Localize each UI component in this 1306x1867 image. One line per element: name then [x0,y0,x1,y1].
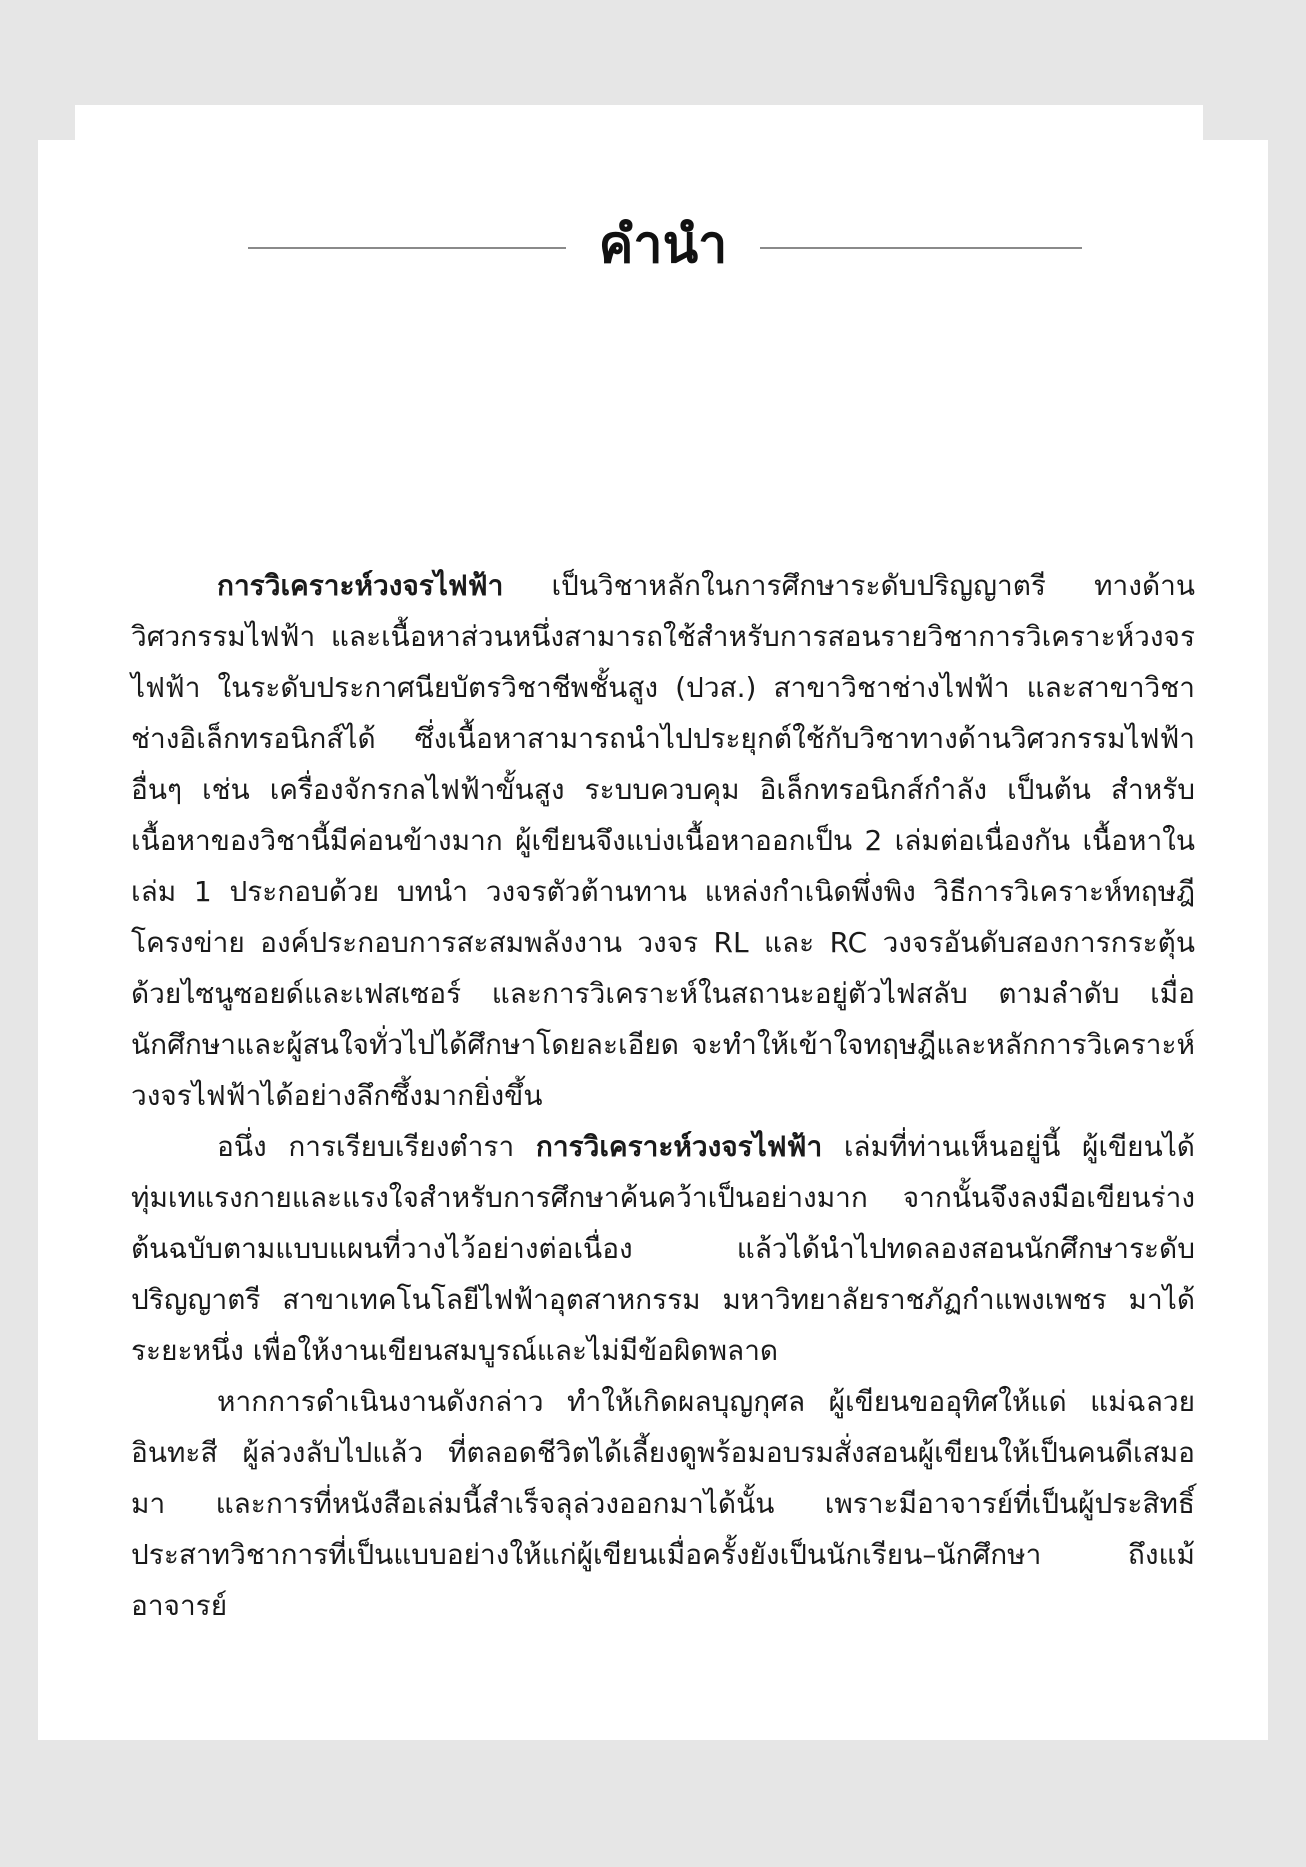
paragraph-text: เล่มที่ท่านเห็นอยู่นี้ ผู้เขียนได้ทุ่มเทแรงกายและแรงใจสำหรับการศึกษาค้นคว้าเป็นอย่างมาก จากนั้นจึงลงมือเขียนร่างต้นฉบับตามแบบแผนที่วางไว้อย่างต่อเนื่อง แล้วได้นำไปทดลองสอนนักศึกษาระดับปริญญาตรี สาขาเทคโนโลยีไฟฟ้าอุตสาหกรรม มหาวิทยาลัยราชภัฏกำแพงเพชร มาได้ระยะหนึ่ง เพื่อให้งานเขียนสมบูรณ์และไม่มีข้อผิดพลาด [131,1130,1195,1367]
body-text [131,560,1195,1631]
bold-phrase: การวิเคราะห์วงจรไฟฟ้า [535,1130,823,1163]
title-rule-left [248,247,566,249]
paragraph-lead: อนึ่ง การเรียบเรียงตำรา [217,1130,536,1163]
paragraph-1 [131,560,1195,1121]
page-top-edge [75,105,1203,165]
paragraph-text: หากการดำเนินงานดังกล่าว ทำให้เกิดผลบุญกุศล ผู้เขียนขออุทิศให้แด่ แม่ฉลวย อินทะสี ผู้ล่วงลับไปแล้ว ที่ตลอดชีวิตได้เลี้ยงดูพร้อมอบรมสั่งสอนผู้เขียนให้เป็นคนดีเสมอมา และการที่หนังสือเล่มนี้สำเร็จลุล่วงออกมาได้นั้น เพราะมีอาจารย์ที่เป็นผู้ประสิทธิ์ประสาทวิชาการที่เป็นแบบอย่างให้แก่ผู้เขียนเมื่อครั้งยังเป็นนักเรียน–นักศึกษา ถึงแม้อาจารย์ [131,1385,1195,1622]
page-bottom-edge [75,1700,1203,1740]
paragraph-text: เป็นวิชาหลักในการศึกษาระดับปริญญาตรี ทางด้านวิศวกรรมไฟฟ้า และเนื้อหาส่วนหนึ่งสามารถใช้สำหรับการสอนรายวิชาการวิเคราะห์วงจรไฟฟ้า ในระดับประกาศนียบัตรวิชาชีพชั้นสูง (ปวส.) สาขาวิชาช่างไฟฟ้า และสาขาวิชาช่างอิเล็กทรอนิกส์ได้ ซึ่งเนื้อหาสามารถนำไปประยุกต์ใช้กับวิชาทางด้านวิศวกรรมไฟฟ้าอื่นๆ เช่น เครื่องจักรกลไฟฟ้าขั้นสูง ระบบควบคุม อิเล็กทรอนิกส์กำลัง เป็นต้น สำหรับเนื้อหาของวิชานี้มีค่อนข้างมาก ผู้เขียนจึงแบ่งเนื้อหาออกเป็น 2 เล่มต่อเนื่องกัน เนื้อหาในเล่ม 1 ประกอบด้วย บทนำ วงจรตัวต้านทาน แหล่งกำเนิดพึ่งพิง วิธีการวิเคราะห์ทฤษฎีโครงข่าย องค์ประกอบการสะสมพลังงาน วงจร RL และ RC วงจรอันดับสองการกระตุ้นด้วยไซนูซอยด์และเฟสเซอร์ และการวิเคราะห์ในสถานะอยู่ตัวไฟสลับ ตามลำดับ เมื่อนักศึกษาและผู้สนใจทั่วไปได้ศึกษาโดยละเอียด จะทำให้เข้าใจทฤษฎีและหลักการวิเคราะห์วงจรไฟฟ้าได้อย่างลึกซึ้งมากยิ่งขึ้น [131,569,1195,1112]
title-rule-right [760,247,1082,249]
paragraph-2 [131,1121,1195,1376]
page-title: คำนำ [598,215,728,275]
heading [0,205,1306,285]
bold-phrase: การวิเคราะห์วงจรไฟฟ้า [217,569,504,602]
paragraph-3 [131,1376,1195,1631]
